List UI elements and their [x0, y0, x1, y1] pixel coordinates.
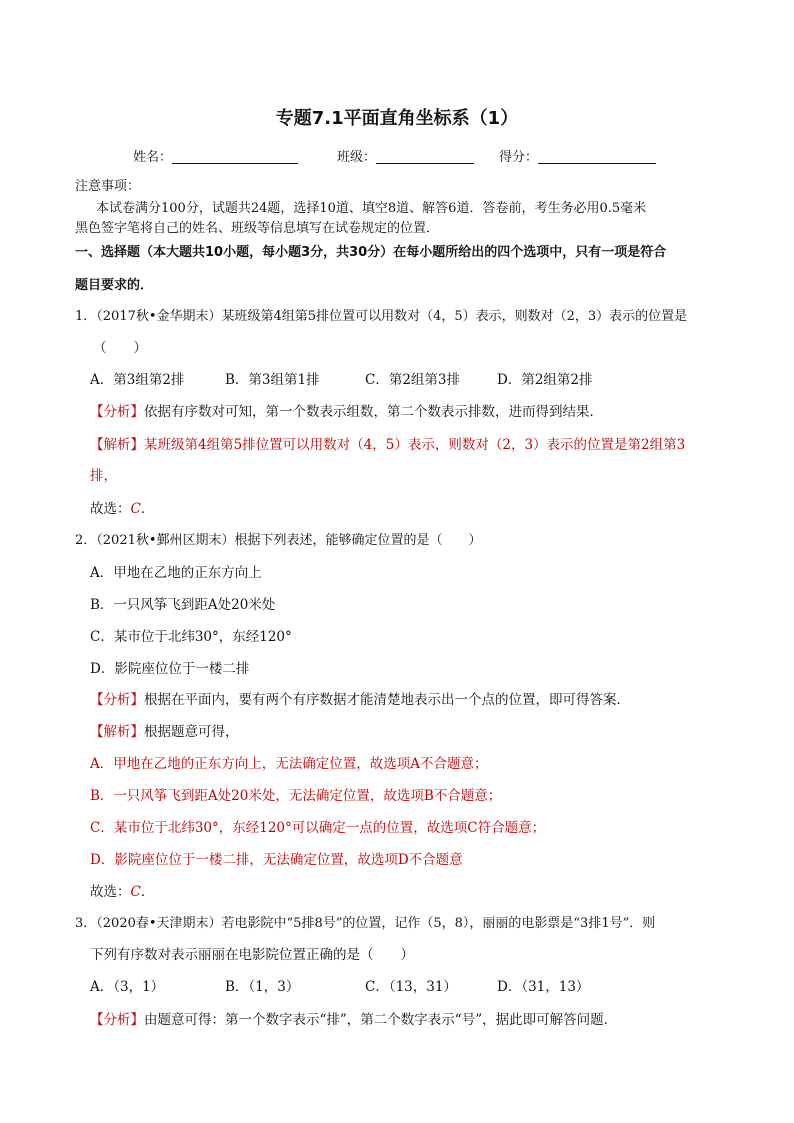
notice-line-1: 本试卷满分100分，试题共24题，选择10道、填空8道、解答6道．答卷前，考生务必用0.5毫米: [96, 201, 647, 216]
notice-line-2: 黑色签字笔将自己的姓名、班级等信息填写在试卷规定的位置．: [75, 221, 440, 236]
q1-solution-line-2: 排，: [90, 468, 117, 484]
name-field[interactable]: [133, 146, 298, 165]
class-field[interactable]: [337, 146, 474, 165]
q1-analysis-text: 依据有序数对可知，第一个数表示组数，第二个数表示排数，进而得到结果．: [144, 404, 603, 420]
q2-option-b[interactable]: B．一只风筝飞到距A处20米处: [90, 597, 276, 613]
class-blank[interactable]: [376, 149, 474, 164]
q2-solution-tag: 【解析】: [90, 724, 144, 740]
name-blank[interactable]: [172, 149, 298, 164]
q3-option-d[interactable]: D．（31，13）: [497, 979, 590, 995]
q2-solution-b: B．一只风筝飞到距A处20米处，无法确定位置，故选项B不合题意；: [90, 788, 502, 804]
q1-option-b[interactable]: B．第3组第1排: [225, 372, 320, 388]
q2-analysis: [90, 690, 794, 710]
q1-answer: [90, 499, 794, 519]
q2-answer: [90, 882, 794, 902]
section-heading-line-1: 一、选择题（本大题共10小题，每小题3分，共30分）在每小题所给出的四个选项中，只有一项是符合: [75, 245, 667, 260]
q2-answer-letter: C: [130, 884, 141, 900]
q2-option-d[interactable]: D．影院座位位于一楼二排: [90, 661, 250, 677]
score-field[interactable]: [499, 146, 656, 165]
q1-solution-text: 某班级第4组第5排位置可以用数对（4，5）表示，则数对（2，3）表示的位置是第2组第3: [144, 437, 686, 453]
q1-stem-line-1: 1．（2017秋•金华期末）某班级第4组第5排位置可以用数对（4，5）表示，则数对（2，3）表示的位置是: [75, 309, 688, 324]
class-label: 班级：: [337, 150, 377, 165]
name-label: 姓名：: [133, 150, 173, 165]
q2-option-c[interactable]: C．某市位于北纬30°，东经120°: [90, 629, 292, 645]
q3-analysis-tag: 【分析】: [90, 1012, 144, 1028]
q2-option-a[interactable]: A．甲地在乙地的正东方向上: [90, 565, 262, 581]
q2-solution-d: D．影院座位位于一楼二排，无法确定位置，故选项D不合题意: [90, 852, 463, 868]
q3-analysis: [90, 1010, 794, 1030]
q1-answer-letter: C: [130, 501, 141, 517]
q1-analysis: [90, 402, 794, 422]
q2-solution-c: C．某市位于北纬30°，东经120°可以确定一点的位置，故选项C符合题意；: [90, 820, 546, 836]
q3-option-a[interactable]: A．（3，1）: [90, 979, 165, 995]
q1-analysis-tag: 【分析】: [90, 404, 144, 420]
q1-solution-line-1: [90, 435, 794, 455]
q3-option-b[interactable]: B．（1，3）: [225, 979, 300, 995]
q2-analysis-text: 根据在平面内，要有两个有序数据才能清楚地表示出一个点的位置，即可得答案．: [144, 692, 630, 708]
score-blank[interactable]: [538, 149, 656, 164]
q3-option-c[interactable]: C．（13，31）: [365, 979, 457, 995]
notice-heading: 注意事项：: [75, 179, 141, 194]
q1-stem-line-2: （ ）: [93, 340, 147, 356]
section-heading-line-2: 题目要求的．: [75, 278, 154, 293]
q2-solution: [90, 722, 794, 742]
q2-stem: 2．（2021秋•鄞州区期末）根据下列表述，能够确定位置的是（ ）: [75, 533, 482, 548]
page-title: 专题7.1平面直角坐标系（1）: [275, 108, 519, 129]
score-label: 得分：: [499, 150, 539, 165]
q2-solution-text: 根据题意可得，: [144, 724, 239, 740]
q2-analysis-tag: 【分析】: [90, 692, 144, 708]
q2-solution-a: A．甲地在乙地的正东方向上，无法确定位置，故选项A不合题意；: [90, 756, 488, 772]
q1-answer-suffix: ．: [140, 501, 155, 517]
q1-option-c[interactable]: C．第2组第3排: [365, 372, 461, 388]
q1-option-d[interactable]: D．第2组第2排: [497, 372, 593, 388]
q2-answer-suffix: ．: [140, 884, 155, 900]
q3-stem-line-1: 3．（2020春•天津期末）若电影院中“5排8号”的位置，记作（5，8），丽丽的电影票是“3排1号”．则: [75, 916, 656, 931]
q3-analysis-text: 由题意可得：第一个数字表示“排”，第二个数字表示“号”，据此即可解答问题．: [144, 1012, 618, 1028]
q1-option-a[interactable]: A．第3组第2排: [90, 372, 185, 388]
q3-stem-line-2: 下列有序数对表示丽丽在电影院位置正确的是（ ）: [90, 947, 414, 963]
q2-answer-prefix: 故选：: [90, 884, 131, 900]
q1-answer-prefix: 故选：: [90, 501, 131, 517]
q1-solution-tag: 【解析】: [90, 437, 144, 453]
